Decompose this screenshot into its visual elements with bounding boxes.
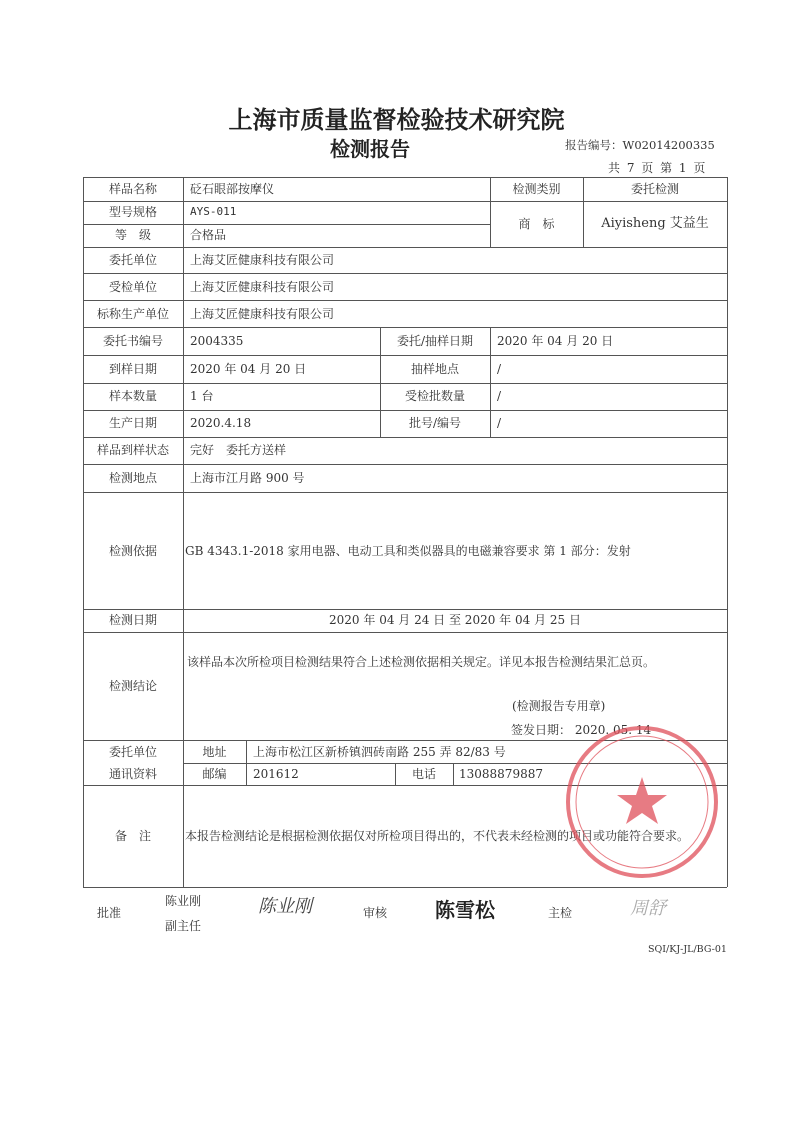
- test-date: 2020 年 04 月 24 日 至 2020 年 04 月 25 日: [329, 613, 581, 627]
- page-count: 共 7 页 第 1 页: [608, 161, 706, 175]
- order-no-label: 委托书编号: [102, 334, 163, 348]
- manufacturer: 上海艾匠健康科技有限公司: [190, 307, 335, 321]
- remark-label: 备 注: [114, 829, 151, 843]
- inspected-label: 受检单位: [108, 280, 157, 294]
- contact-label-1: 委托单位: [108, 745, 157, 759]
- phone: 13088879887: [459, 767, 543, 781]
- review-label: 审核: [363, 906, 388, 920]
- contact-label-2: 通讯资料: [108, 767, 157, 781]
- grade-label: 等 级: [114, 228, 151, 242]
- model: AYS-011: [190, 205, 237, 218]
- order-date-label: 委托/抽样日期: [396, 334, 474, 348]
- client: 上海艾匠健康科技有限公司: [190, 253, 335, 267]
- inspector-label: 主检: [548, 906, 573, 920]
- arrival-label: 到样日期: [108, 362, 157, 376]
- basis: GB 4343.1-2018 家用电器、电动工具和类似器具的电磁兼容要求 第 1 部分：发射: [185, 544, 631, 558]
- test-type-label: 检测类别: [512, 182, 561, 196]
- approve-label: 批准: [97, 906, 122, 920]
- test-date-label: 检测日期: [108, 613, 157, 627]
- approver-name: 陈业刚: [165, 894, 202, 908]
- zip: 201612: [253, 767, 299, 781]
- test-type: 委托检测: [630, 182, 679, 196]
- order-no: 2004335: [190, 334, 244, 348]
- trademark-label: 商 标: [518, 217, 555, 231]
- batch-no: /: [497, 416, 502, 430]
- seal-note: (检测报告专用章): [512, 699, 606, 713]
- report-number: 报告编号：W02014200335: [565, 138, 715, 152]
- grade: 合格品: [190, 228, 227, 242]
- approver-title: 副主任: [165, 919, 202, 933]
- conclusion: 该样品本次所检项目检测结果符合上述检测依据相关规定。详见本报告检测结果汇总页。: [187, 655, 656, 669]
- sample-name-label: 样品名称: [108, 182, 157, 196]
- sampling-place-label: 抽样地点: [410, 362, 459, 376]
- batch-qty-label: 受检批数量: [404, 389, 465, 403]
- issue-date: 签发日期： 2020. 05. 14: [511, 723, 652, 737]
- order-date: 2020 年 04 月 20 日: [497, 334, 614, 348]
- state-label: 样品到样状态: [96, 443, 169, 457]
- official-stamp: [562, 722, 722, 882]
- model-label: 型号规格: [108, 205, 157, 219]
- location-label: 检测地点: [108, 471, 157, 485]
- location: 上海市江月路 900 号: [190, 471, 305, 485]
- report-title: 检测报告: [330, 137, 410, 161]
- sample-name: 砭石眼部按摩仪: [190, 182, 275, 196]
- state: 完好 委托方送样: [190, 443, 287, 457]
- approver-signature: 陈业刚: [258, 896, 312, 917]
- trademark: Aiyisheng 艾益生: [601, 216, 709, 231]
- quantity-label: 样本数量: [108, 389, 157, 403]
- institute-name: 上海市质量监督检验技术研究院: [228, 106, 565, 134]
- zip-label: 邮编: [202, 767, 227, 781]
- phone-label: 电话: [411, 767, 436, 781]
- quantity: 1 台: [190, 389, 214, 403]
- prod-date: 2020.4.18: [190, 416, 252, 430]
- manufacturer-label: 标称生产单位: [96, 307, 169, 321]
- arrival: 2020 年 04 月 20 日: [190, 362, 307, 376]
- batch-qty: /: [497, 389, 502, 403]
- inspector-signature: 周舒: [630, 898, 666, 919]
- conclusion-label: 检测结论: [108, 679, 157, 693]
- remark: 本报告检测结论是根据检测依据仅对所检项目得出的，不代表未经检测的项目或功能符合要求。: [185, 829, 690, 843]
- client-label: 委托单位: [108, 253, 157, 267]
- form-code: SQI/KJ-JL/BG-01: [648, 944, 727, 955]
- reviewer-signature: 陈雪松: [435, 898, 495, 922]
- batch-no-label: 批号/编号: [408, 416, 462, 430]
- address-label: 地址: [202, 745, 227, 759]
- address: 上海市松江区新桥镇泗砖南路 255 弄 82/83 号: [253, 745, 506, 759]
- basis-label: 检测依据: [108, 544, 157, 558]
- inspected: 上海艾匠健康科技有限公司: [190, 280, 335, 294]
- sampling-place: /: [497, 362, 502, 376]
- prod-date-label: 生产日期: [108, 416, 157, 430]
